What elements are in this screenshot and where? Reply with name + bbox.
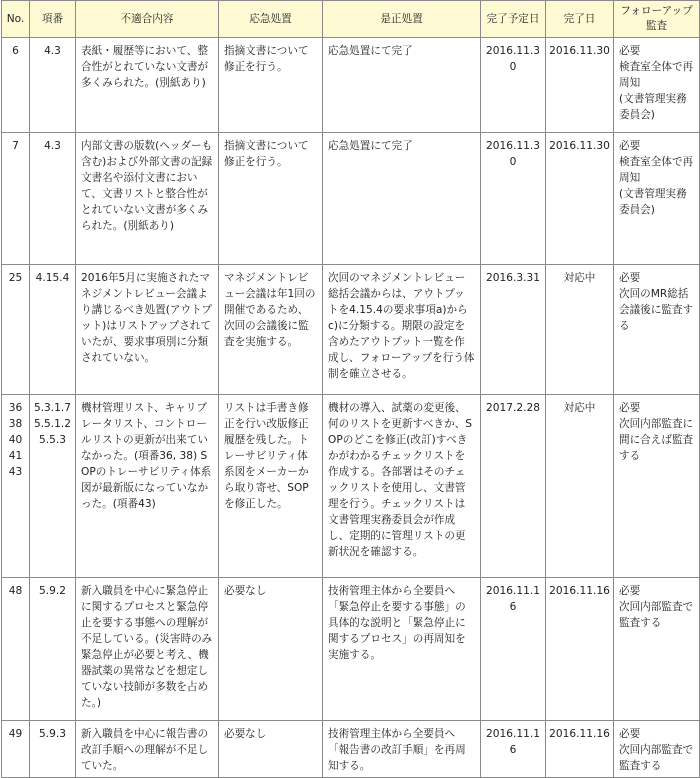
header-emergency-action: 応急処置 (219, 1, 323, 38)
header-corrective-action: 是正処置 (323, 1, 481, 38)
row-item: 4.15.4 (30, 265, 76, 395)
row-followup-audit (614, 265, 700, 395)
row-nonconformity: 内部文書の版数(ヘッダーも含む)および外部文書の記録文書名や添付文書において、文書リストと整合性がとれていない文書が多くみられた。(別紙あり) (76, 133, 219, 265)
row-nonconformity: 新入職員を中心に緊急停止に関するプロセスと緊急停止を要する事態への理解が不足している。(災害時のみ緊急停止が必要と考え、機器試薬の異常などを想定していない技師が多数を占めた。) (76, 578, 219, 721)
row-followup-audit-line: 検査室全体で再周知 (619, 61, 694, 89)
row-no-line: 43 (8, 466, 23, 478)
table-row (2, 578, 700, 721)
row-item: 4.3 (30, 133, 76, 265)
row-followup-audit-line: 次回内部監査に間に合えば監査する (619, 418, 694, 462)
row-followup-audit-line: (文書管理実務委員会) (619, 188, 687, 216)
row-followup-audit-line: 検査室全体で再周知 (619, 156, 694, 184)
row-emergency-action: 必要なし (219, 721, 323, 778)
row-corrective-action: 応急処置にて完了 (323, 133, 481, 265)
row-due-date: 2016.3.31 (481, 265, 546, 395)
row-no: 6 (2, 38, 30, 133)
row-no: 7 (2, 133, 30, 265)
header-followup-audit (614, 1, 700, 38)
row-item-line: 5.3.1.7 (33, 402, 72, 414)
header-item: 項番 (30, 1, 76, 38)
row-followup-audit-line: 必要 (619, 140, 641, 152)
row-no: 48 (2, 578, 30, 721)
row-corrective-action: 次回のマネジメントレビュー総括会議からは、アウトプットを4.15.4の要求事項a)からc)に分類する。期限の設定を含めたアウトプット一覧を作成し、フォローアップを行う体制を確立させる。 (323, 265, 481, 395)
row-followup-audit-line: 必要 (619, 402, 641, 414)
row-corrective-action: 機材の導入、試薬の変更後、何のリストを更新すべきか、SOPのどこを修正(改訂)すべきかがわかるチェックリストを作成する。各部署はそのチェックリストを使用し、文書管理を行う。チェックリストは文書管理実務委員会が作成し、定期的に管理リストの更新状況を確認する。 (323, 395, 481, 578)
header-followup-line1: フォローアップ (620, 5, 693, 17)
row-no-line: 41 (8, 450, 23, 462)
row-followup-audit (614, 395, 700, 578)
row-corrective-action: 技術管理主体から全要員へ「報告書の改訂手順」を再周知する。 (323, 721, 481, 778)
row-emergency-action: 指摘文書について修正を行う。 (219, 38, 323, 133)
row-emergency-action: 必要なし (219, 578, 323, 721)
row-corrective-action: 応急処置にて完了 (323, 38, 481, 133)
row-item: 5.9.3 (30, 721, 76, 778)
table-row (2, 265, 700, 395)
row-completion-date: 対応中 (546, 395, 614, 578)
row-followup-audit (614, 578, 700, 721)
row-item: 4.3 (30, 38, 76, 133)
row-completion-date: 2016.11.16 (546, 721, 614, 778)
row-due-date: 2016.11.30 (481, 133, 546, 265)
header-followup-line2: 監査 (645, 20, 668, 32)
row-completion-date: 2016.11.30 (546, 133, 614, 265)
row-followup-audit-line: 次回内部監査で監査する (619, 601, 694, 629)
row-due-date: 2016.11.16 (481, 578, 546, 721)
row-no: 25 (2, 265, 30, 395)
row-followup-audit-line: (文書管理実務委員会) (619, 93, 687, 121)
row-no-line: 38 (8, 418, 23, 430)
row-followup-audit-line: 次回のMR総括会議後に監査する (619, 288, 694, 332)
header-row (2, 1, 700, 38)
row-followup-audit-line: 必要 (619, 728, 641, 740)
row-no-line: 40 (8, 434, 23, 446)
row-followup-audit (614, 38, 700, 133)
row-followup-audit (614, 133, 700, 265)
table-row (2, 395, 700, 578)
row-item-line: 5.5.3 (39, 434, 66, 446)
row-item-line: 5.5.1.2 (33, 418, 72, 430)
row-nonconformity: 機材管理リスト、キャリブレータリスト、コントロールリストの更新が出来ていなかった。(項番36, 38) SOPのトレーサビリティ体系図が最新版になっていなかった。(項番43) (76, 395, 219, 578)
row-followup-audit-line: 必要 (619, 585, 641, 597)
row-nonconformity: 2016年5月に実施されたマネジメントレビュー会議より講じるべき処置(アウトプット)はリストアップされていたが、要求事項別に分類されていない。 (76, 265, 219, 395)
row-nonconformity: 表紙・履歴等において、整合性がとれていない文書が多くみられた。(別紙あり) (76, 38, 219, 133)
row-due-date: 2017.2.28 (481, 395, 546, 578)
table-row (2, 38, 700, 133)
row-corrective-action: 技術管理主体から全要員へ「緊急停止を要する事態」の具体的な説明と「緊急停止に関するプロセス」の再周知を実施する。 (323, 578, 481, 721)
row-item: 5.9.2 (30, 578, 76, 721)
header-nonconformity: 不適合内容 (76, 1, 219, 38)
row-emergency-action: マネジメントレビュー会議は年1回の開催であるため、次回の会議後に監査を実施する。 (219, 265, 323, 395)
nonconformity-table (1, 0, 700, 778)
row-followup-audit-line: 必要 (619, 45, 641, 57)
header-due-date: 完了予定日 (481, 1, 546, 38)
row-completion-date: 2016.11.16 (546, 578, 614, 721)
row-followup-audit-line: 次回内部監査で監査する (619, 744, 694, 772)
row-followup-audit (614, 721, 700, 778)
row-no (2, 395, 30, 578)
row-emergency-action: リストは手書き修正を行い改版修正履歴を残した。トレーサビリティ体系図をメーカーから取り寄せ、SOPを修正した。 (219, 395, 323, 578)
row-nonconformity: 新入職員を中心に報告書の改訂手順への理解が不足していた。 (76, 721, 219, 778)
nonconformity-table-container (1, 0, 699, 778)
row-item (30, 395, 76, 578)
row-no: 49 (2, 721, 30, 778)
row-due-date: 2016.11.16 (481, 721, 546, 778)
table-row (2, 721, 700, 778)
table-row (2, 133, 700, 265)
row-no-line: 36 (8, 402, 23, 414)
row-due-date: 2016.11.30 (481, 38, 546, 133)
row-followup-audit-line: 必要 (619, 272, 641, 284)
header-completion-date: 完了日 (546, 1, 614, 38)
row-emergency-action: 指摘文書について修正を行う。 (219, 133, 323, 265)
row-completion-date: 対応中 (546, 265, 614, 395)
row-completion-date: 2016.11.30 (546, 38, 614, 133)
header-no: No. (2, 1, 30, 38)
